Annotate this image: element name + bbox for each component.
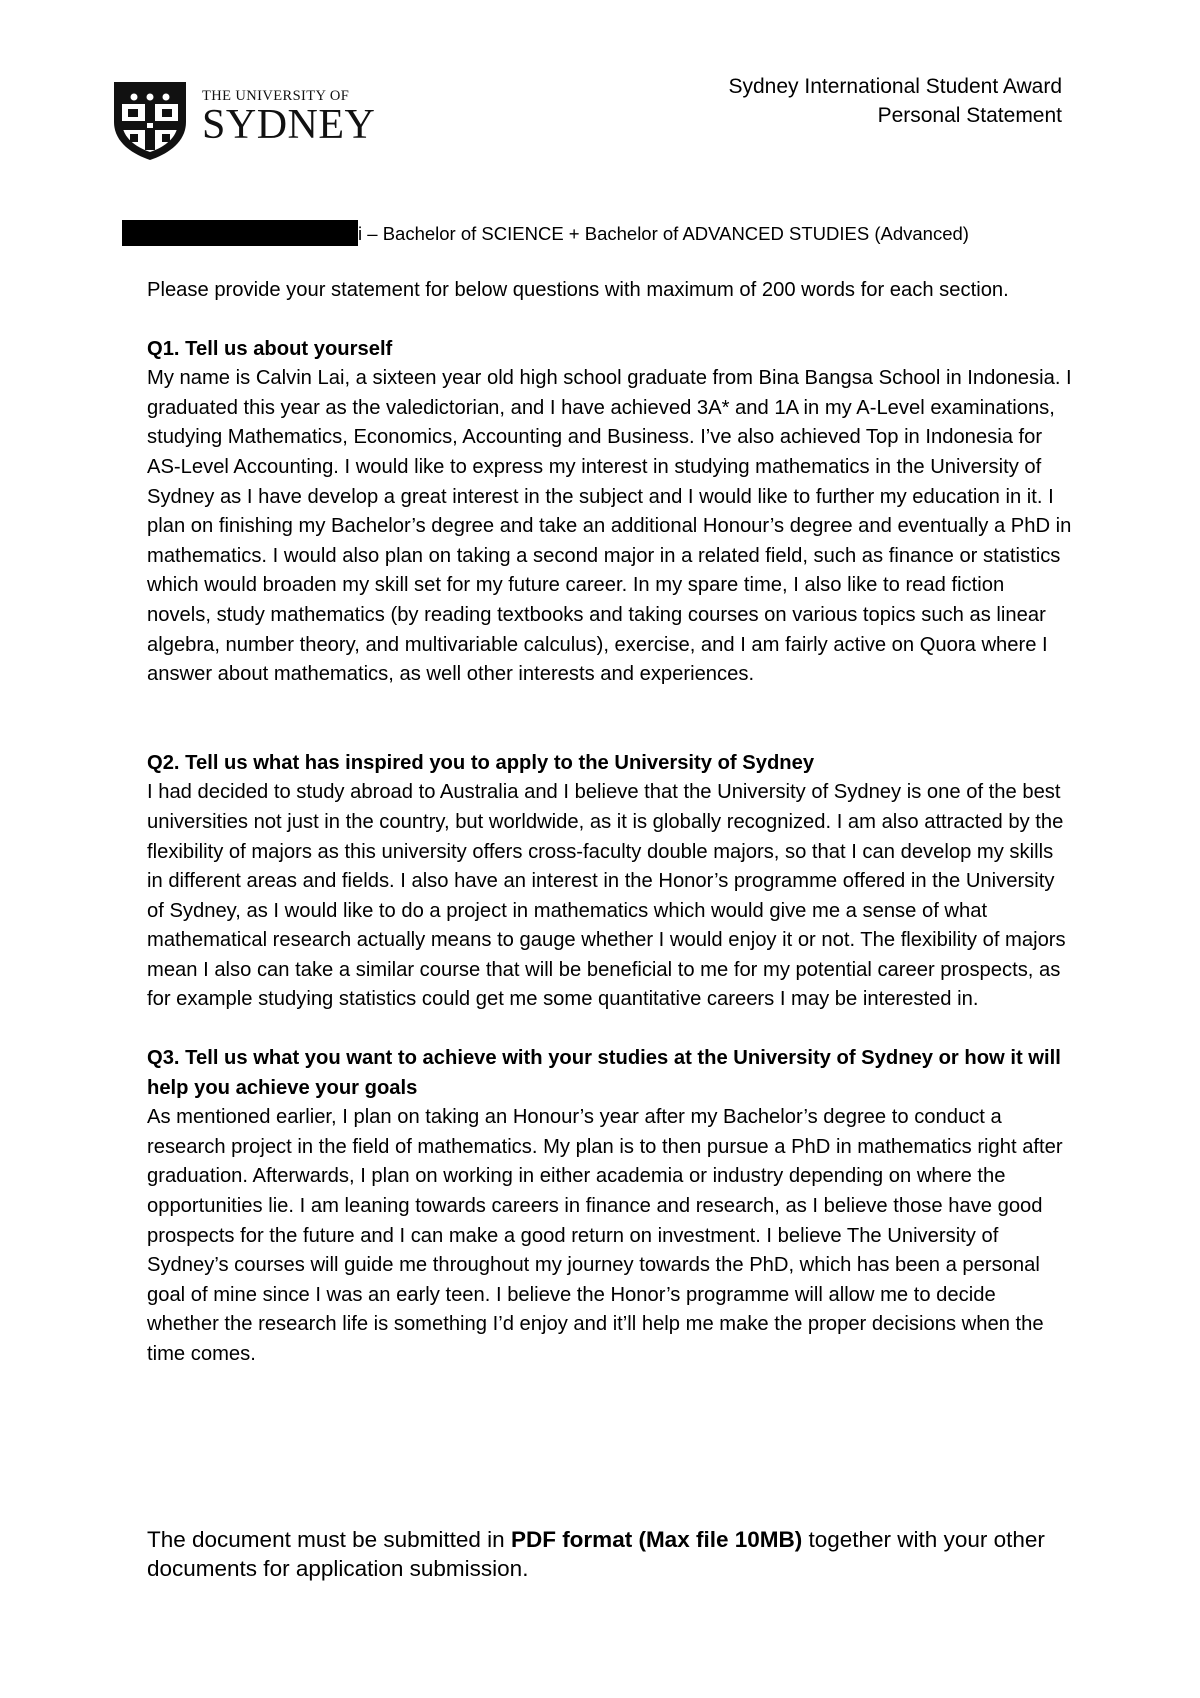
document-header bbox=[728, 72, 1062, 130]
statement-body bbox=[147, 276, 1072, 1370]
submission-note-end: together with your other documents for application submission. bbox=[147, 1527, 1045, 1581]
name-suffix: i bbox=[358, 223, 363, 244]
instructions: Please provide your statement for below questions with maximum of 200 words for each section. bbox=[147, 279, 1009, 301]
redacted-name bbox=[122, 220, 358, 246]
university-logo bbox=[110, 76, 380, 162]
program-text: – Bachelor of SCIENCE + Bachelor of ADVANCED STUDIES (Advanced) bbox=[362, 223, 969, 244]
question-2-title: Q2. Tell us what has inspired you to apply to the University of Sydney bbox=[147, 751, 815, 774]
submission-note bbox=[147, 1525, 1087, 1583]
question-3-title: Q3. Tell us what you want to achieve with your studies at the University of Sydney or how it will help you achieve your goals bbox=[147, 1047, 1061, 1099]
logo-line-top: THE UNIVERSITY OF bbox=[202, 88, 350, 104]
logo-line-main: SYDNEY bbox=[202, 102, 376, 148]
spacer bbox=[147, 1015, 1072, 1044]
document-type: Personal Statement bbox=[877, 104, 1062, 127]
submission-format: PDF format (Max file 10MB) bbox=[510, 1527, 803, 1552]
award-title: Sydney International Student Award bbox=[728, 75, 1062, 98]
submission-note-start: The document must be submitted in bbox=[147, 1527, 511, 1552]
applicant-program-line bbox=[122, 220, 969, 247]
question-1-title: Q1. Tell us about yourself bbox=[147, 337, 393, 360]
question-2-answer: I had decided to study abroad to Australia and I believe that the University of Sydney is one of the best universities not just in the country, but worldwide, as it is globally recognized. I am also attracted by the flexibility of majors as this university offers cross-faculty double majors, so that I can develop my skills in different areas and fields. I also have an interest in the Honor’s programme offered in the University of Sydney, as I would like to do a project in mathematics which would give me a sense of what mathematical research actually means to gauge whether I would enjoy it or not. The flexibility of majors mean I also can take a similar course that will be beneficial to me for my potential career prospects, as for example studying statistics could get me some quantitative careers I may be interested in. bbox=[147, 781, 1066, 1011]
question-1-answer: My name is Calvin Lai, a sixteen year old high school graduate from Bina Bangsa School in Indonesia. I graduated this year as the valedictorian, and I have achieved 3A* and 1A in my A-Level examinations, studying Mathematics, Economics, Accounting and Business. I’ve also achieved Top in Indonesia for AS-Level Accounting. I would like to express my interest in studying mathematics in the University of Sydney as I have develop a great interest in the subject and I would like to further my education in it. I plan on finishing my Bachelor’s degree and take an additional Honour’s degree and eventually a PhD in mathematics. I would also plan on taking a second major in a related field, such as finance or statistics which would broaden my skill set for my future career. In my spare time, I also like to read fiction novels, study mathematics (by reading textbooks and taking courses on various topics such as linear algebra, number theory, and multivariable calculus), exercise, and I am fairly active on Quora where I answer about mathematics, as well other interests and experiences. bbox=[147, 367, 1072, 686]
question-3-answer: As mentioned earlier, I plan on taking an Honour’s year after my Bachelor’s degree to conduct a research project in the field of mathematics. My plan is to then pursue a PhD in mathematics right after graduation. Afterwards, I plan on working in either academia or industry depending on where the opportunities lie. I am leaning towards careers in finance and research, as I believe those have good prospects for the future and I can make a good return on investment. I believe The University of Sydney’s courses will guide me throughout my journey towards the PhD, which has been a personal goal of mine since I was an early teen. I believe the Honor’s programme will allow me to decide whether the research life is something I’d enjoy and it’ll help me make the proper decisions when the time comes. bbox=[147, 1106, 1063, 1365]
spacer bbox=[147, 690, 1072, 749]
university-crest-icon bbox=[110, 76, 190, 162]
